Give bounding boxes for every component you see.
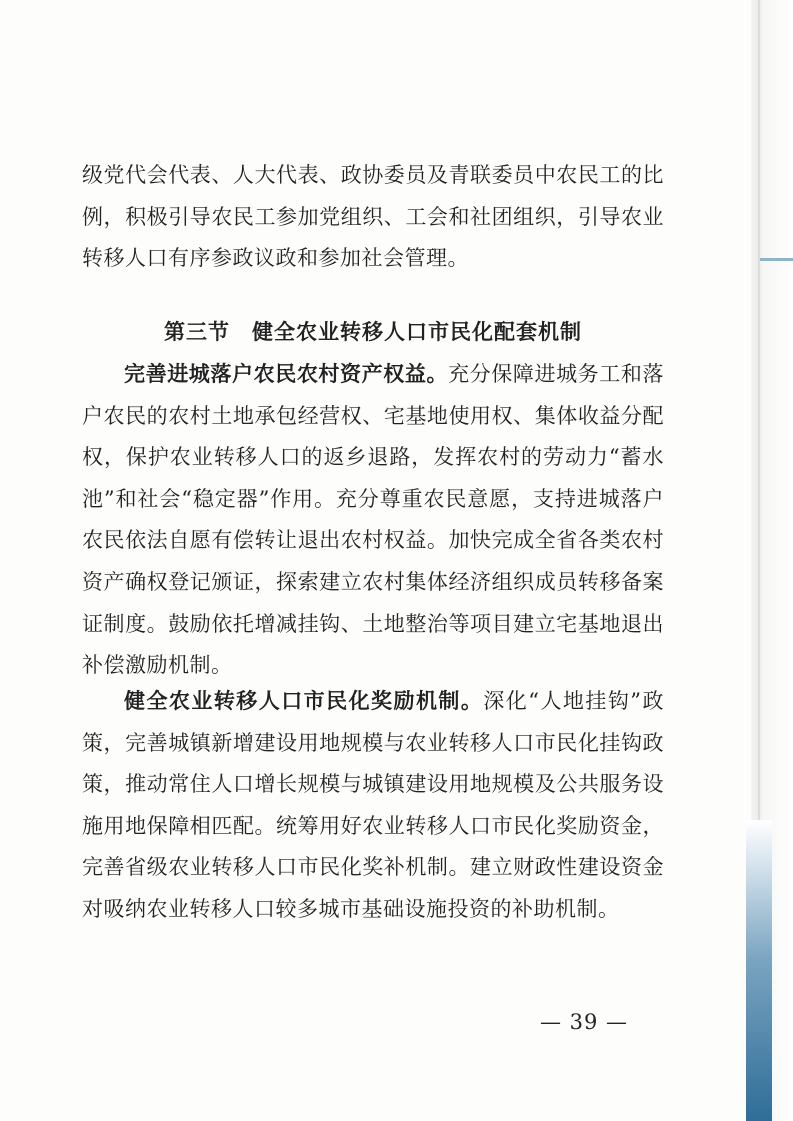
section-heading [82,314,664,350]
paragraph-lead: 完善进城落户农民农村资产权益。 [124,361,449,386]
page-edge-tab [760,258,793,261]
paragraph-asset-rights [82,353,664,687]
continuation-paragraph: 级党代会代表、人大代表、政协委员及青联委员中农民工的比例，积极引导农民工参加党组织、工会和社团组织，引导农业转移人口有序参政议政和参加社会管理。 [82,163,664,271]
paragraph-body: 充分保障进城务工和落户农民的农村土地承包经营权、宅基地使用权、集体收益分配权，保护农业转移人口的返乡退路，发挥农村的劳动力“蓄水池”和社会“稳定器”作用。充分尊重农民意愿，支持进城落户农民依法自愿有偿转让退出农村权益。加快完成全省各类农村资产确权登记颁证，探索建立农村集体经济组织成员转移备案证制度。鼓励依托增减挂钩、土地整治等项目建立宅基地退出补偿激励机制。 [82,362,664,678]
paragraph-incentive-mechanism [82,680,664,931]
page-edge-color-bar [746,820,772,1121]
section-title: 健全农业转移人口市民化配套机制 [252,319,582,344]
paragraph-body: 深化“人地挂钩”政策，完善城镇新增建设用地规模与农业转移人口市民化挂钩政策，推动常住人口增长规模与城镇建设用地规模及公共服务设施用地保障相匹配。统筹用好农业转移人口市民化奖励资金，完善省级农业转移人口市民化奖补机制。建立财政性建设资金对吸纳农业转移人口较多城市基础设施投资的补助机制。 [82,689,664,921]
page-number: — 39 — [539,1010,629,1034]
paragraph-lead: 健全农业转移人口市民化奖励机制。 [124,688,484,713]
section-number: 第三节 [164,319,230,344]
